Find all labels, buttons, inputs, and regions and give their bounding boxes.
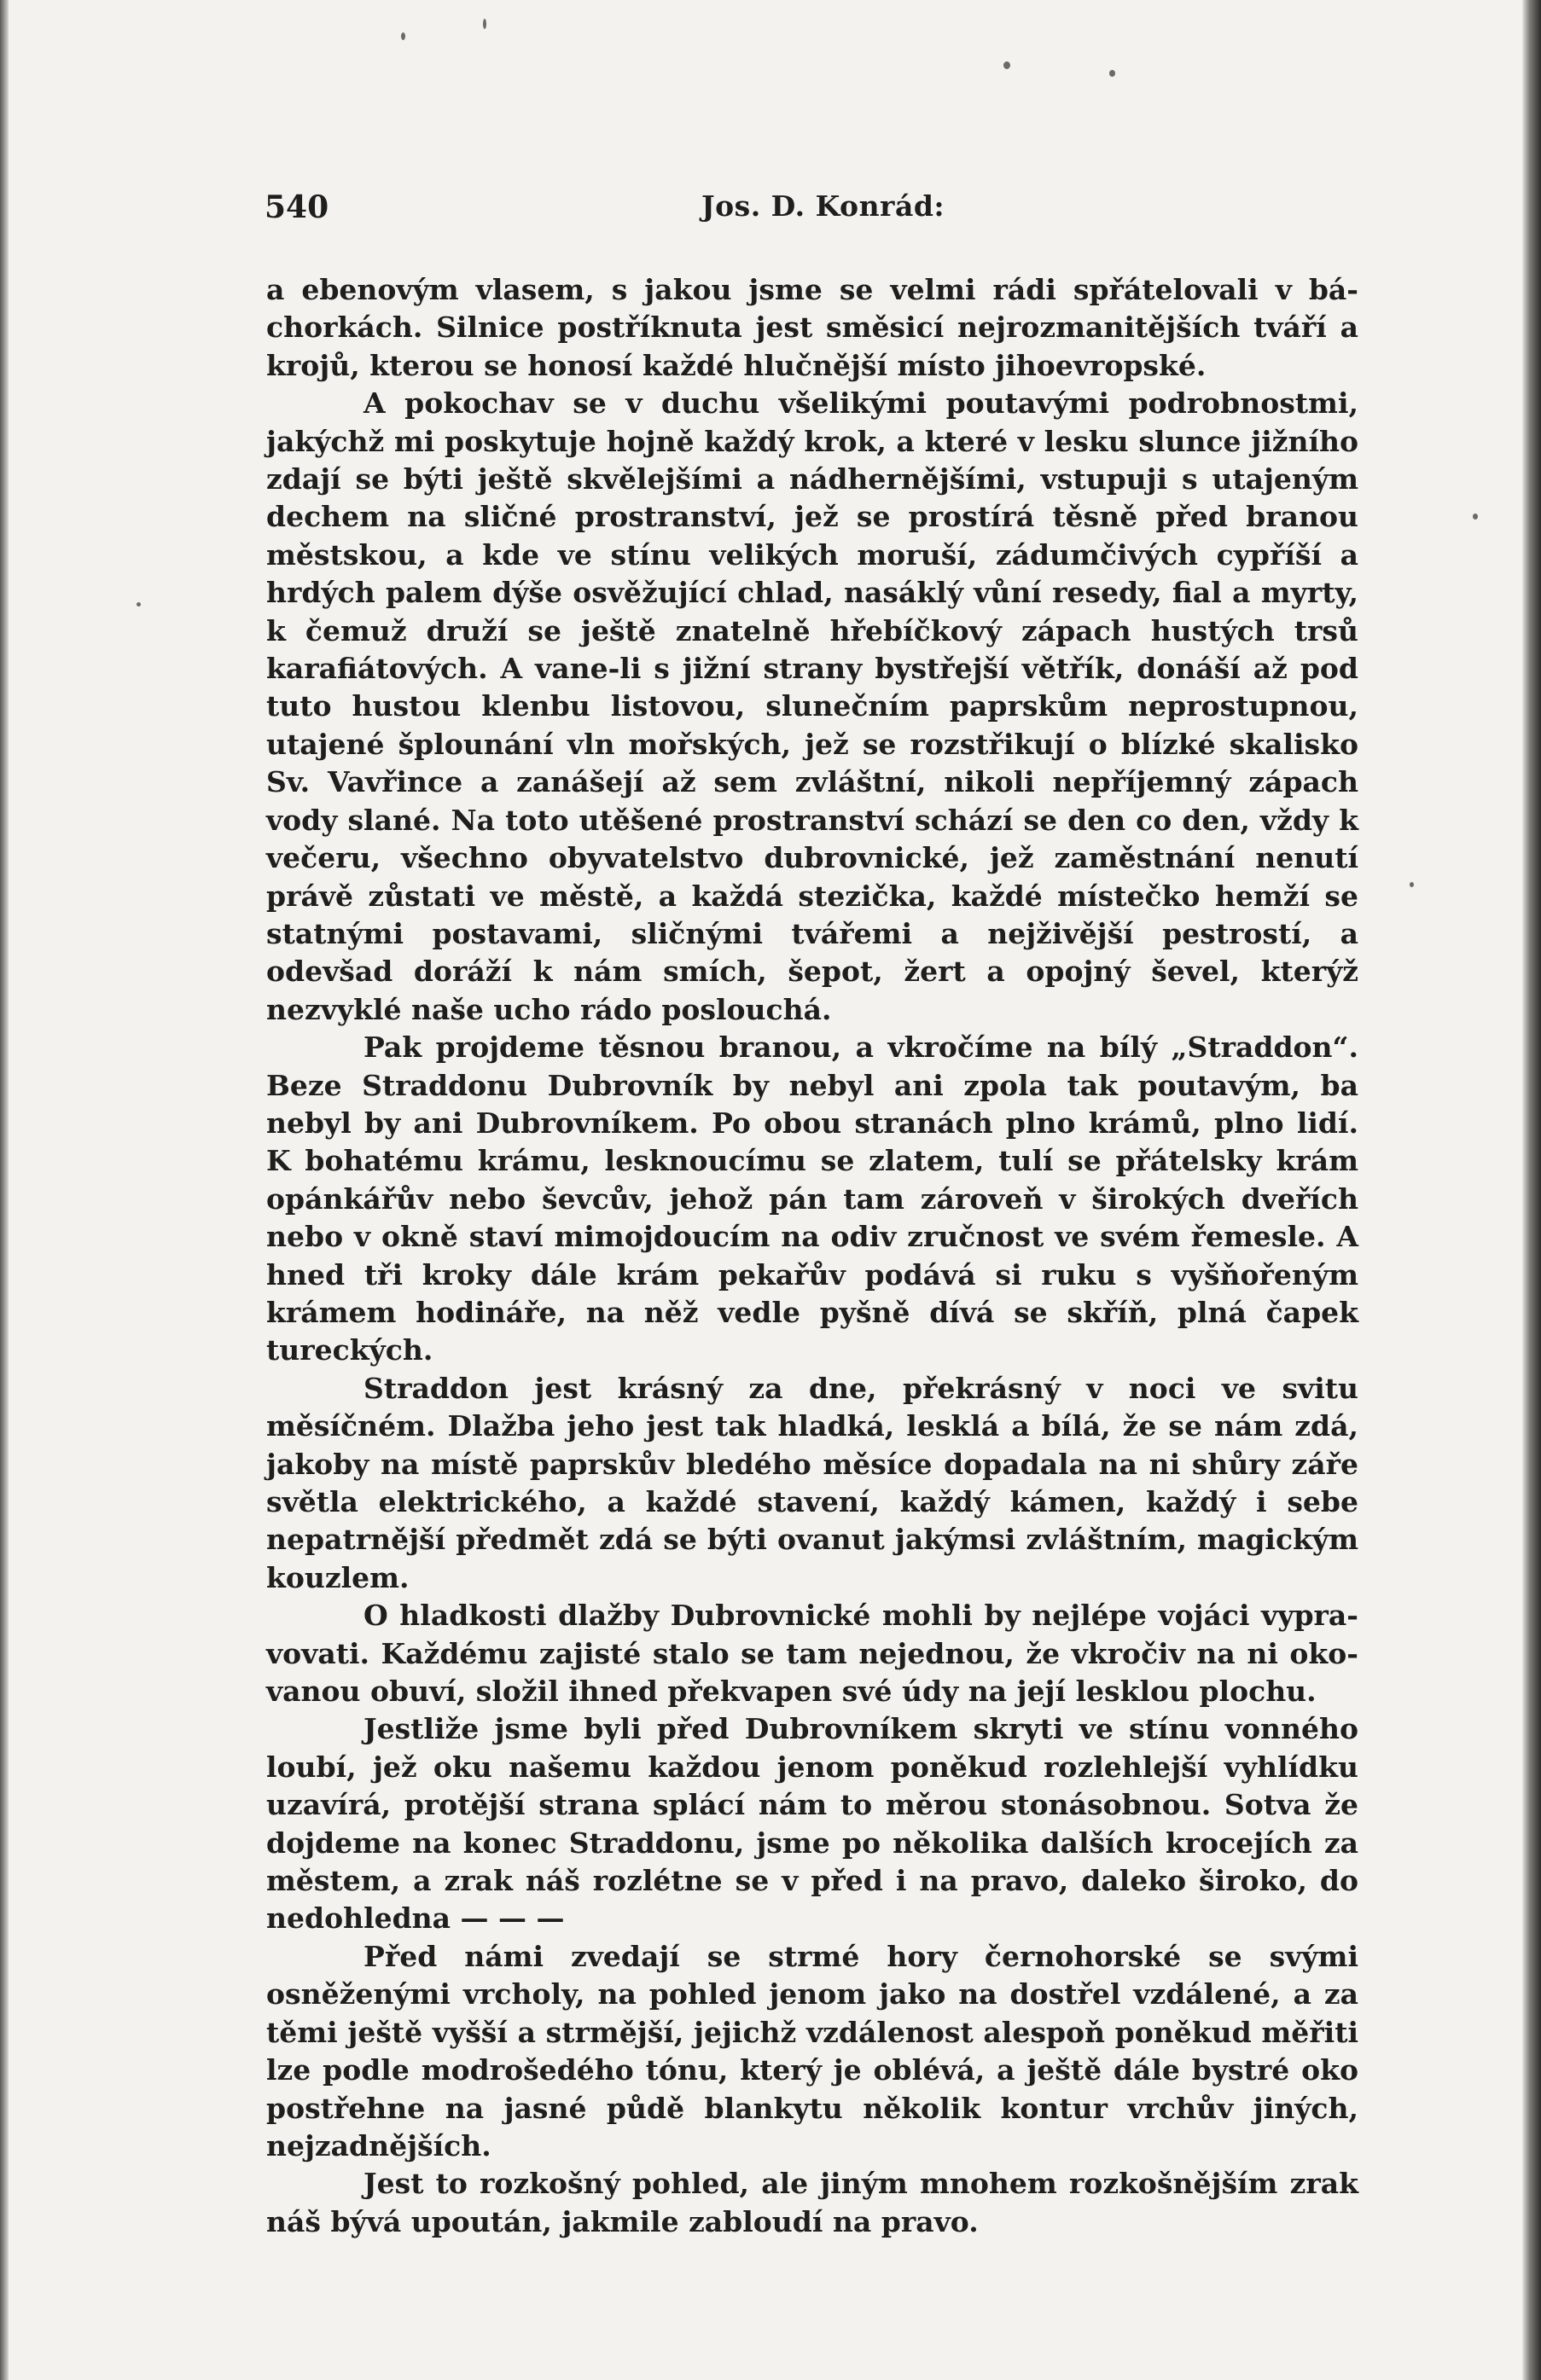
running-head-title: Jos. D. Konrád:: [701, 189, 945, 223]
scan-speck: [1473, 514, 1478, 520]
body-text: [266, 271, 1358, 2241]
paragraph-1: a ebenovým vlasem, s jakou jsme se velmi rádi spřátelovali v báchorkách. Silnice postříknuta jest směsicí nejrozmanitějších tváří a krojů, kterou se honosí každé hlučnější místo jihoevropské.: [266, 273, 1358, 382]
paragraph-4: Straddon jest krásný za dne, překrásný v noci ve svitu měsíčném. Dlažba jeho jest tak hladká, lesklá a bílá, že se nám zdá, jakoby na místě paprskův bledého měsíce dopadala na ni shůry záře světla elektrického, a každé stavení, každý kámen, každý i sebe nepatrnější předmět zdá se býti ovanut jakýmsi zvláštním, magickým kouzlem.: [266, 1371, 1358, 1594]
paragraph-8: Jest to rozkošný pohled, ale jiným mnohem rozkošnějším zrak náš bývá upoután, jakmile zabloudí na pravo.: [266, 2167, 1358, 2238]
scan-speck: [401, 32, 405, 40]
scan-speck: [483, 19, 486, 29]
paragraph-6: Jestliže jsme byli před Dubrovníkem skryti ve stínu vonného loubí, jež oku našemu každou jenom poněkud rozlehlejší vyhlídku uzavírá, protější strana splácí nám to měrou stonásobnou. Sotva že dojdeme na konec Straddonu, jsme po několika dalších krocejích za městem, a zrak náš rozlétne se v před i na pravo, daleko široko, do nedohledna — — —: [266, 1712, 1358, 1936]
scan-edge-left: [0, 0, 9, 2380]
page-number: 540: [265, 189, 329, 225]
scan-speck: [1003, 61, 1010, 69]
scan-speck: [137, 602, 141, 607]
scan-speck: [1410, 882, 1414, 887]
paragraph-3: Pak projdeme těsnou branou, a vkročíme na bílý „Straddon“. Beze Straddonu Dubrovník by nebyl ani zpola tak poutavým, ba nebyl by ani Dubrovníkem. Po obou stranách plno krámů, plno lidí. K bohatému krámu, lesknoucímu se zlatem, tulí se přátelsky krám opánkářův nebo ševcův, jehož pán tam zároveň v širokých dveřích nebo v okně staví mimojdoucím na odiv zručnost ve svém řemesle. A hned tři kroky dále krám pekařův podává si ruku s vyšňořeným krámem hodináře, na něž vedle pyšně dívá se skříň, plná čapek tureckých.: [266, 1030, 1358, 1367]
scan-speck: [1109, 70, 1115, 77]
paragraph-7: Před námi zvedají se strmé hory černohorské se svými osněženými vrcholy, na pohled jenom jako na dostřel vzdálené, a za těmi ještě vyšší a strmější, jejichž vzdálenost alespoň poněkud měřiti lze podle modrošedého tónu, který je oblévá, a ještě dále bystré oko postřehne na jasné půdě blankytu několik kontur vrchův jiných, nejzadnějších.: [266, 1939, 1358, 2162]
scan-edge-right: [1522, 0, 1541, 2380]
paragraph-2: A pokochav se v duchu všelikými poutavými podrobnostmi, jakýchž mi poskytuje hojně každý krok, a které v lesku slunce jižního zdají se býti ještě skvělejšími a nádhernějšími, vstupuji s utajeným dechem na sličné prostranství, jež se prostírá těsně před branou městskou, a kde ve stínu velikých moruší, zádumčivých cypříší a hrdých palem dýše osvěžující chlad, nasáklý vůní resedy, fial a myrty, k čemuž druží se ještě znatelně hřebíčkový zápach hustých trsů karafiátových. A vane-li s jižní strany bystřejší větřík, donáší až pod tuto hustou klenbu listovou, slunečním paprskům neprostupnou, utajené šplounání vln mořských, jež se rozstřikují o blízké skalisko Sv. Vavřince a zanášejí až sem zvláštní, nikoli nepříjemný zápach vody slané. Na toto utěšené prostranství schází se den co den, vždy k večeru, všechno obyvatelstvo dubrovnické, jež zaměstnání nenutí právě zůstati ve městě, a každá stezička, každé místečko hemží se statnými postavami, sličnými tvářemi a nejživější pestrostí, a odevšad doráží k nám smích, šepot, žert a opojný ševel, kterýž nezvyklé naše ucho rádo poslouchá.: [266, 386, 1358, 1026]
paragraph-5: O hladkosti dlažby Dubrovnické mohli by nejlépe vojáci vypravovati. Každému zajisté stalo se tam nejednou, že vkročiv na ni okovanou obuví, složil ihned překvapen své údy na její lesklou plochu.: [266, 1599, 1358, 1709]
running-head: [265, 189, 1365, 234]
